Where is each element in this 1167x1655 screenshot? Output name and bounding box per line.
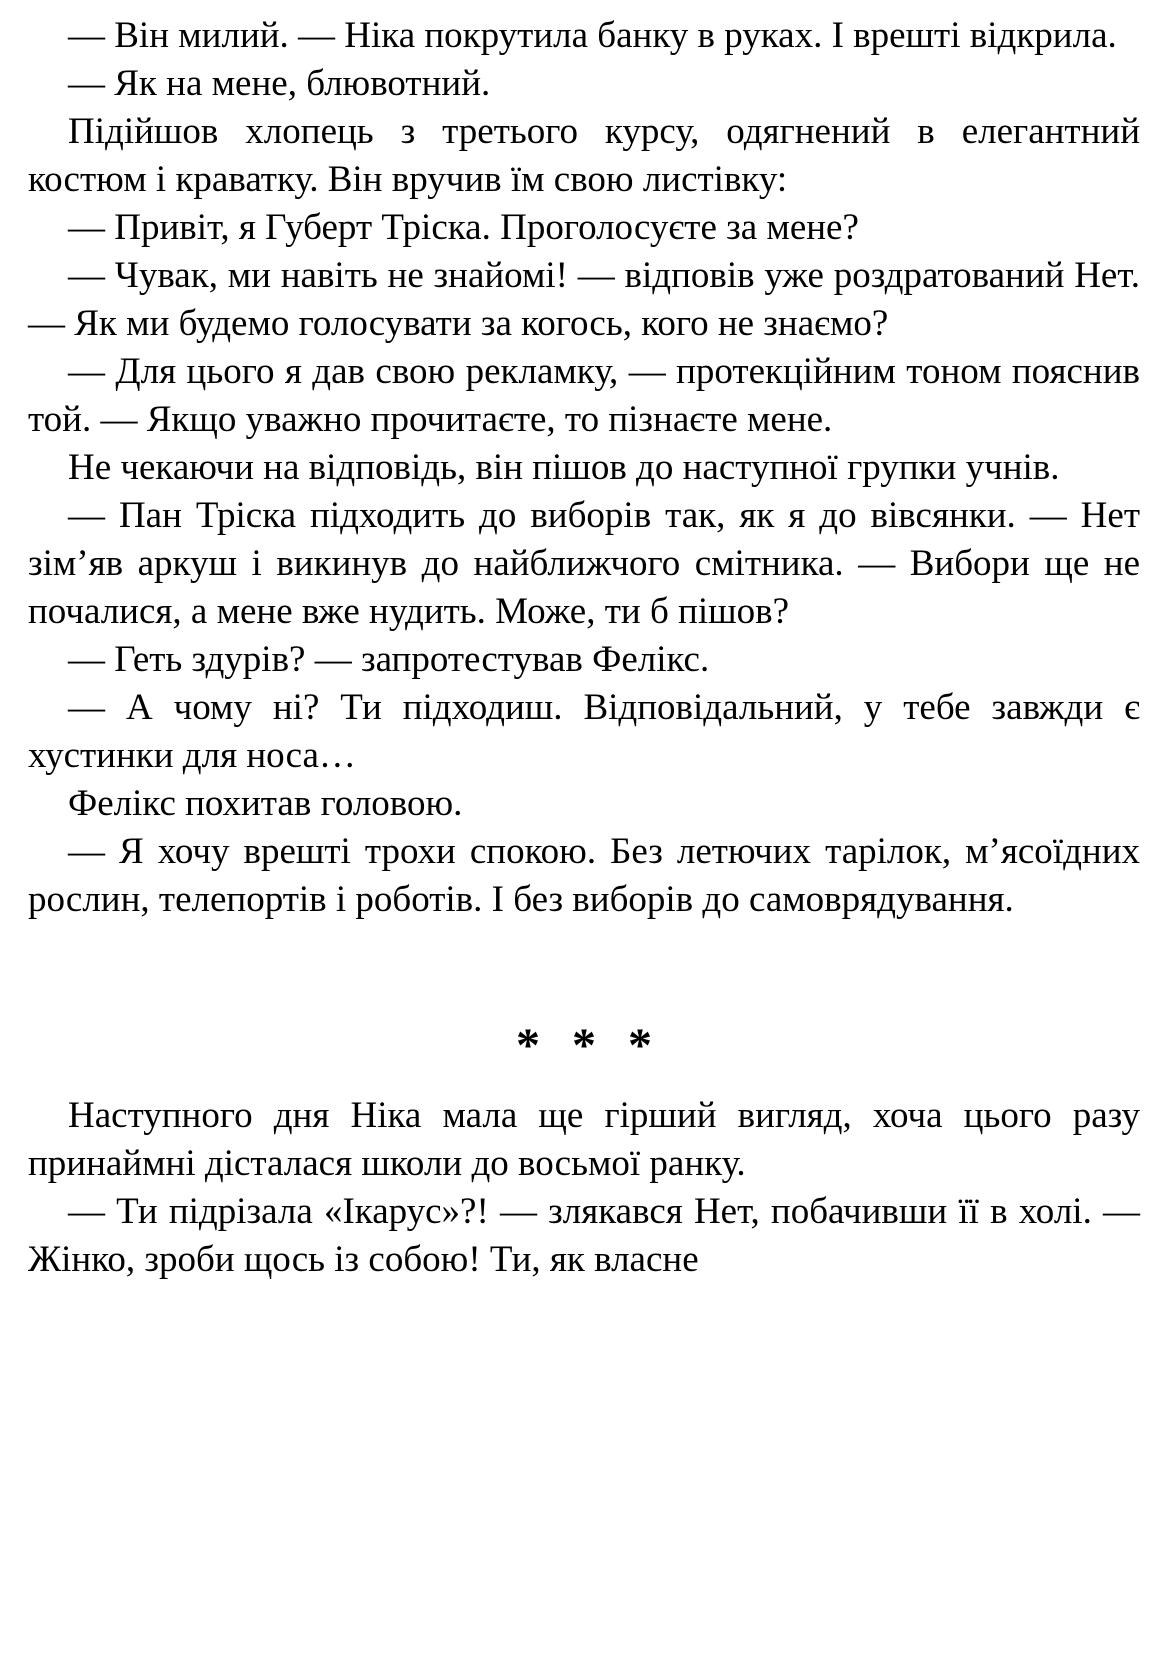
spacer — [28, 924, 1140, 1020]
paragraph: — Для цього я дав свою рекламку, — протекційним тоном пояснив той. — Якщо уважно прочитаєте, то пізнаєте мене. — [28, 351, 1140, 440]
paragraph: Наступного дня Ніка мала ще гірший вигляд, хоча цього разу принаймні дісталася школи до восьмої ранку. — [28, 1095, 1140, 1184]
scene-break-asterisks: * * * — [516, 1019, 662, 1072]
paragraph: — Він милий. — Ніка покрутила банку в руках. І врешті відкрила. — [68, 15, 1117, 56]
paragraph: Підійшов хлопець з третього курсу, одягнений в елегантний костюм і краватку. Він вручив їм свою листівку: — [28, 111, 1140, 200]
paragraph: Фелікс похитав головою. — [68, 783, 463, 824]
paragraph: — Привіт, я Губерт Тріска. Проголосуєте за мене? — [68, 207, 859, 248]
paragraph: — Ти підрізала «Ікарус»?! — злякався Нет, побачивши її в холі. — Жінко, зроби щось із собою! Ти, як власне — [28, 1191, 1140, 1280]
book-page — [28, 12, 1140, 1284]
paragraph: Не чекаючи на відповідь, він пішов до наступної групки учнів. — [68, 447, 1060, 488]
paragraph: — Геть здурів? — запротестував Фелікс. — [68, 639, 710, 680]
paragraph: — Пан Тріска підходить до виборів так, як я до вівсянки. — Нет зім’яв аркуш і викинув до найближчого смітника. — Вибори ще не почалися, а мене вже нудить. Може, ти б пішов? — [28, 495, 1140, 632]
spacer — [28, 1072, 1140, 1092]
paragraph: — Як на мене, блювотний. — [68, 63, 491, 104]
paragraph: — Я хочу врешті трохи спокою. Без летючих тарілок, м’ясоїдних рослин, телепортів і роботів. І без виборів до самоврядування. — [28, 831, 1140, 920]
paragraph: — Чувак, ми навіть не знайомі! — відповів уже роздратований Нет. — Як ми будемо голосувати за когось, кого не знаємо? — [28, 255, 1140, 344]
paragraph: — А чому ні? Ти підходиш. Відповідальний, у тебе завжди є хустинки для носа… — [28, 687, 1140, 776]
